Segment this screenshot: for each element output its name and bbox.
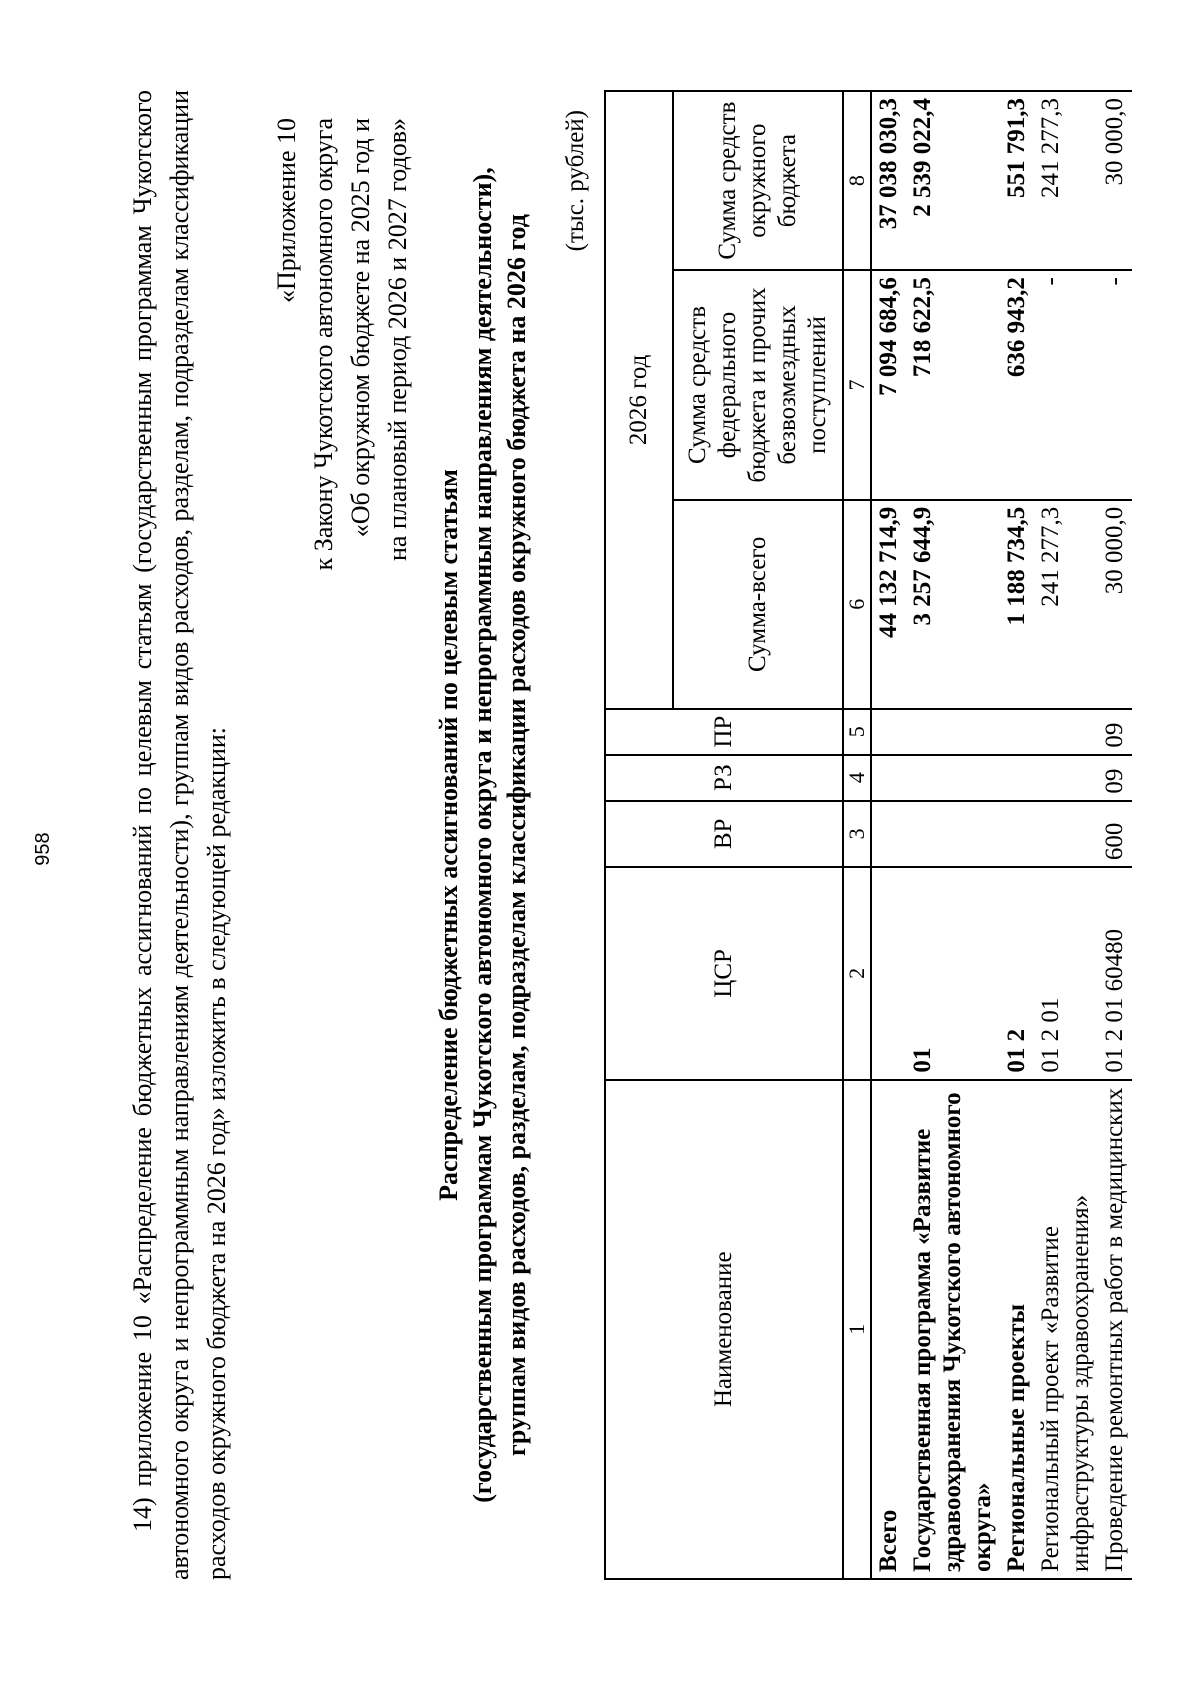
col-number: 5 bbox=[843, 709, 871, 755]
col-number: 3 bbox=[843, 801, 871, 868]
row-name: Государственная программа «Развитие здравоохранения Чукотского автономного округа» bbox=[906, 1080, 1000, 1579]
row-vr bbox=[1034, 801, 1098, 868]
row-federal: 636 943,2 bbox=[1000, 270, 1034, 500]
row-name: Региональные проекты bbox=[1000, 1080, 1034, 1579]
table-row bbox=[1034, 91, 1098, 1579]
header-rz: РЗ bbox=[605, 755, 843, 801]
row-vr: 600 bbox=[1098, 801, 1132, 868]
row-rz: 09 bbox=[1098, 755, 1132, 801]
header-row-1 bbox=[605, 91, 673, 1579]
page-number: 958 bbox=[32, 832, 54, 866]
budget-table bbox=[604, 90, 1132, 1580]
col-number: 4 bbox=[843, 755, 871, 801]
col-number: 7 bbox=[843, 270, 871, 500]
header-district: Сумма средств окружного бюджета bbox=[673, 91, 843, 270]
col-number: 8 bbox=[843, 91, 871, 270]
row-district: 2 539 022,4 bbox=[906, 91, 1000, 270]
row-total: 30 000,0 bbox=[1098, 500, 1132, 709]
annex-line-4: на плановый период 2026 и 2027 годов» bbox=[383, 118, 412, 561]
row-name: Региональный проект «Развитие инфраструктуры здравоохранения» bbox=[1034, 1080, 1098, 1579]
row-csr bbox=[871, 867, 906, 1079]
row-vr bbox=[906, 801, 1000, 868]
row-pr: 09 bbox=[1098, 709, 1132, 755]
row-federal: 7 094 684,6 bbox=[871, 270, 906, 500]
row-csr: 01 2 01 60480 bbox=[1098, 867, 1132, 1079]
table-row bbox=[1000, 91, 1034, 1579]
row-rz bbox=[871, 755, 906, 801]
row-total: 1 188 734,5 bbox=[1000, 500, 1034, 709]
row-federal: 718 622,5 bbox=[906, 270, 1000, 500]
header-total: Сумма-всего bbox=[673, 500, 843, 709]
col-number: 1 bbox=[843, 1080, 871, 1579]
table-body bbox=[871, 91, 1132, 1579]
header-year-group: 2026 год bbox=[605, 91, 673, 709]
row-vr bbox=[1000, 801, 1034, 868]
row-district: 37 038 030,3 bbox=[871, 91, 906, 270]
header-federal: Сумма средств федерального бюджета и прочих безвозмездных поступлений bbox=[673, 270, 843, 500]
title-line-2: (государственным программам Чукотского автономного округа и непрограммным направлениям деятельности), bbox=[468, 167, 497, 1503]
row-csr: 01 2 01 bbox=[1034, 867, 1098, 1079]
row-district: 551 791,3 bbox=[1000, 91, 1034, 270]
row-name: Проведение ремонтных работ в медицинских bbox=[1098, 1080, 1132, 1579]
row-rz bbox=[1000, 755, 1034, 801]
row-name: Всего bbox=[871, 1080, 906, 1579]
document-title bbox=[432, 90, 534, 1580]
row-vr bbox=[871, 801, 906, 868]
row-rz bbox=[1034, 755, 1098, 801]
col-number: 6 bbox=[843, 500, 871, 709]
row-rz bbox=[906, 755, 1000, 801]
row-pr bbox=[1034, 709, 1098, 755]
title-line-1: Распределение бюджетных ассигнований по целевым статьям bbox=[434, 469, 463, 1201]
title-line-3: группам видов расходов, разделам, подразделам классификации расходов окружного бюджета на 2026 год bbox=[502, 214, 531, 1456]
intro-paragraph: 14) приложение 10 «Распределение бюджетных ассигнований по целевым статьям (государственным программам Чукотского автономного округа и непрограммным направлениям деятельности), группам видов расходов, разделам, подразделам классификации расходов окружного бюджета на 2026 год» изложить в следующей редакции: bbox=[128, 90, 231, 1580]
row-federal: - bbox=[1034, 270, 1098, 500]
annex-reference bbox=[268, 118, 416, 678]
row-csr: 01 2 bbox=[1000, 867, 1034, 1079]
annex-line-2: к Закону Чукотского автономного округа bbox=[309, 118, 338, 571]
row-csr: 01 bbox=[906, 867, 1000, 1079]
annex-line-1: «Приложение 10 bbox=[272, 118, 301, 304]
table-row bbox=[871, 91, 906, 1579]
header-csr: ЦСР bbox=[605, 867, 843, 1079]
header-vr: ВР bbox=[605, 801, 843, 868]
row-district: 241 277,3 bbox=[1034, 91, 1098, 270]
row-total: 3 257 644,9 bbox=[906, 500, 1000, 709]
row-total: 241 277,3 bbox=[1034, 500, 1098, 709]
col-number: 2 bbox=[843, 867, 871, 1079]
header-name: Наименование bbox=[605, 1080, 843, 1579]
table-row bbox=[906, 91, 1000, 1579]
column-numbers-row bbox=[843, 91, 871, 1579]
row-federal: - bbox=[1098, 270, 1132, 500]
header-pr: ПР bbox=[605, 709, 843, 755]
row-district: 30 000,0 bbox=[1098, 91, 1132, 270]
annex-line-3: «Об окружном бюджете на 2025 год и bbox=[346, 118, 375, 538]
units-label: (тыс. рублей) bbox=[562, 110, 589, 252]
table-row bbox=[1098, 91, 1132, 1579]
row-pr bbox=[906, 709, 1000, 755]
row-pr bbox=[1000, 709, 1034, 755]
row-pr bbox=[871, 709, 906, 755]
row-total: 44 132 714,9 bbox=[871, 500, 906, 709]
